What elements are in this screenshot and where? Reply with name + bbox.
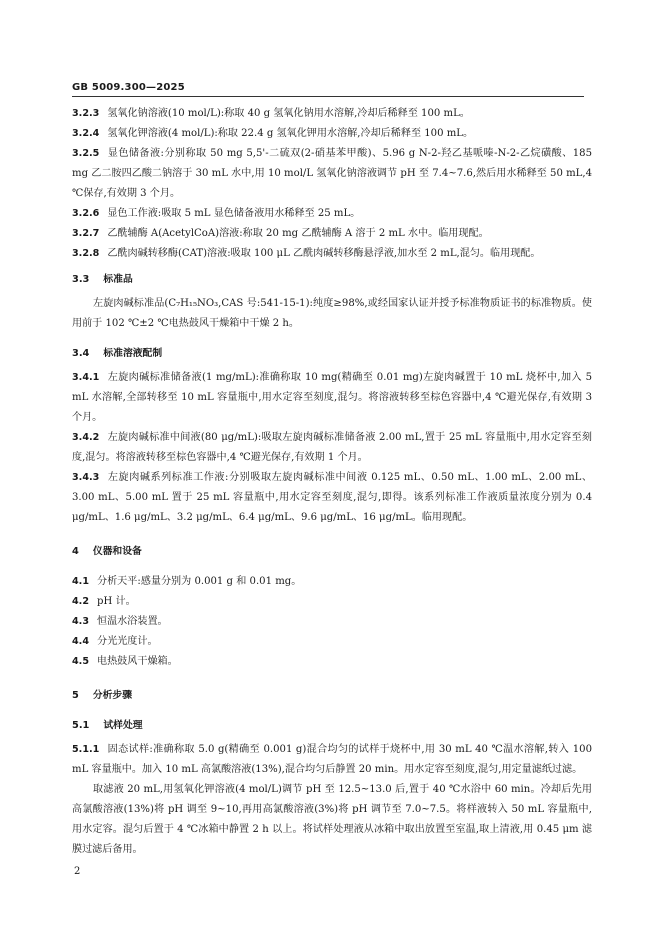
clause-item: [72, 612, 592, 632]
clause-number: 3.2.6: [72, 208, 100, 219]
clause-item: [72, 652, 592, 672]
section-5-1-heading: [72, 716, 592, 736]
clause-number: 4.5: [72, 656, 89, 667]
clause-text: 左旋肉碱标准中间液(80 μg/mL):吸取左旋肉碱标准储备液 2.00 mL,置于 25 mL 容量瓶中,用水定容至刻度,混匀。将溶液转移至棕色容器中,4 ℃避光保存,有效期 1 个月。: [72, 432, 592, 463]
clause-text: 电热鼓风干燥箱。: [97, 656, 178, 667]
clause-number: 3.2.3: [72, 108, 100, 119]
section-title: 标准溶液配制: [103, 348, 163, 359]
chapter-5-heading: [72, 686, 592, 706]
clause-number: 3.4.1: [72, 372, 100, 383]
chapter-4-heading: [72, 542, 592, 562]
chapter-title: 分析步骤: [92, 690, 133, 701]
section-3-3-body: 左旋肉碱标准品(C₇H₁₅NO₃,CAS 号:541-15-1):纯度≥98%,或经国家认证并授予标准物质证书的标准物质。使用前于 102 ℃±2 ℃电热鼓风干燥箱中干燥 2 h。: [72, 298, 592, 329]
clause-text: 显色工作液:吸取 5 mL 显色储备液用水稀释至 25 mL。: [107, 208, 361, 219]
clause-number: 3.2.4: [72, 128, 100, 139]
clause-text: 左旋肉碱系列标准工作液:分别吸取左旋肉碱标准中间液 0.125 mL、0.50 mL、1.00 mL、2.00 mL、3.00 mL、5.00 mL 置于 25 mL 容量瓶中,用水定容至刻度,混匀,即得。该系列标准工作液质量浓度分别为 0.4 μg/mL、1.6 μg/mL、3.2 μg/mL、6.4 μg/mL、9.6 μg/mL、16 μg/mL。临用现配。: [72, 472, 592, 523]
clause-item: [72, 204, 592, 224]
clause-text: 显色储备液:分别称取 50 mg 5,5'-二硫双(2-硝基苯甲酸)、5.96 g N-2-羟乙基哌嗪-N-2-乙烷磺酸、185 mg 乙二胺四乙酸二钠溶于 30 mL 水中,用 10 mol/L 氢氧化钠溶液调节 pH 至 7.4~7.6,然后用水稀释至 50 mL,4 ℃保存,有效期 3 个月。: [72, 148, 592, 199]
clause-item: [72, 104, 592, 124]
clause-item: [72, 368, 592, 428]
clause-text: 左旋肉碱标准储备液(1 mg/mL):准确称取 10 mg(精确至 0.01 mg)左旋肉碱置于 10 mL 烧杯中,加入 5 mL 水溶解,全部转移至 10 mL 容量瓶中,用水定容至刻度,混匀。将溶液转移至棕色容器中,4 ℃避光保存,有效期 3 个月。: [72, 372, 592, 423]
header-rule: [72, 96, 584, 97]
equipment-item-list: [72, 572, 592, 672]
clause-text: 乙酰辅酶 A(AcetylCoA)溶液:称取 20 mg 乙酰辅酶 A 溶于 2 mL 水中。临用现配。: [107, 228, 489, 239]
reagent-item-list: [72, 104, 592, 264]
clause-number: 4.2: [72, 596, 89, 607]
clause-number: 3.2.7: [72, 228, 100, 239]
page-number: 2: [74, 866, 81, 877]
clause-item: [72, 468, 592, 528]
clause-item: [72, 428, 592, 468]
clause-text: 固态试样:准确称取 5.0 g(精确至 0.001 g)混合均匀的试样于烧杯中,用 30 mL 40 ℃温水溶解,转入 100 mL 容量瓶中。加入 10 mL 高氯酸溶液(13%),混合均匀后静置 20 min。用水定容至刻度,混匀,用定量滤纸过滤。: [72, 744, 592, 775]
standard-solution-item-list: [72, 368, 592, 528]
clause-5-1-1: [72, 740, 592, 780]
clause-text: 氢氧化钾溶液(4 mol/L):称取 22.4 g 氢氧化钾用水溶解,冷却后稀释至 100 mL。: [107, 128, 474, 139]
clause-text: 分析天平:感量分别为 0.001 g 和 0.01 mg。: [97, 576, 302, 587]
clause-number: 5.1.1: [72, 744, 100, 755]
clause-text: 分光光度计。: [97, 636, 158, 647]
clause-item: [72, 224, 592, 244]
section-number: 3.4: [72, 348, 90, 359]
clause-item: [72, 124, 592, 144]
section-3-4-heading: [72, 344, 592, 364]
page-content: [72, 104, 592, 860]
clause-number: 3.4.2: [72, 432, 100, 443]
clause-number: 4.3: [72, 616, 89, 627]
section-3-3-heading: [72, 270, 592, 290]
section-number: 5.1: [72, 720, 90, 731]
clause-number: 3.2.8: [72, 248, 100, 259]
clause-number: 3.4.3: [72, 472, 100, 483]
chapter-title: 仪器和设备: [92, 546, 142, 557]
clause-item: [72, 572, 592, 592]
section-number: 3.3: [72, 274, 90, 285]
standard-code-header: GB 5009.300—2025: [72, 82, 185, 93]
section-title: 试样处理: [103, 720, 143, 731]
section-title: 标准品: [103, 274, 133, 285]
clause-item: [72, 144, 592, 204]
clause-item: [72, 244, 592, 264]
clause-number: 4.1: [72, 576, 89, 587]
clause-5-1-1-continuation: 取滤液 20 mL,用氢氧化钾溶液(4 mol/L)调节 pH 至 12.5~13.0 后,置于 40 ℃水浴中 60 min。冷却后先用高氯酸溶液(13%)将 pH 调至 9~10,再用高氯酸溶液(3%)将 pH 调节至 7.0~7.5。将样液转入 50 mL 容量瓶中,用水定容。混匀后置于 4 ℃冰箱中静置 2 h 以上。将试样处理液从冰箱中取出放置至室温,取上清液,用 0.45 μm 滤膜过滤后备用。: [72, 784, 592, 855]
clause-item: [72, 592, 592, 612]
clause-text: pH 计。: [97, 596, 136, 607]
clause-number: 3.2.5: [72, 148, 100, 159]
clause-text: 恒温水浴装置。: [97, 616, 168, 627]
chapter-number: 4: [72, 546, 79, 557]
clause-item: [72, 632, 592, 652]
clause-number: 4.4: [72, 636, 89, 647]
clause-text: 乙酰肉碱转移酶(CAT)溶液:吸取 100 μL 乙酰肉碱转移酶悬浮液,加水至 2 mL,混匀。临用现配。: [107, 248, 541, 259]
clause-text: 氢氧化钠溶液(10 mol/L):称取 40 g 氢氧化钠用水溶解,冷却后稀释至 100 mL。: [107, 108, 470, 119]
chapter-number: 5: [72, 690, 79, 701]
